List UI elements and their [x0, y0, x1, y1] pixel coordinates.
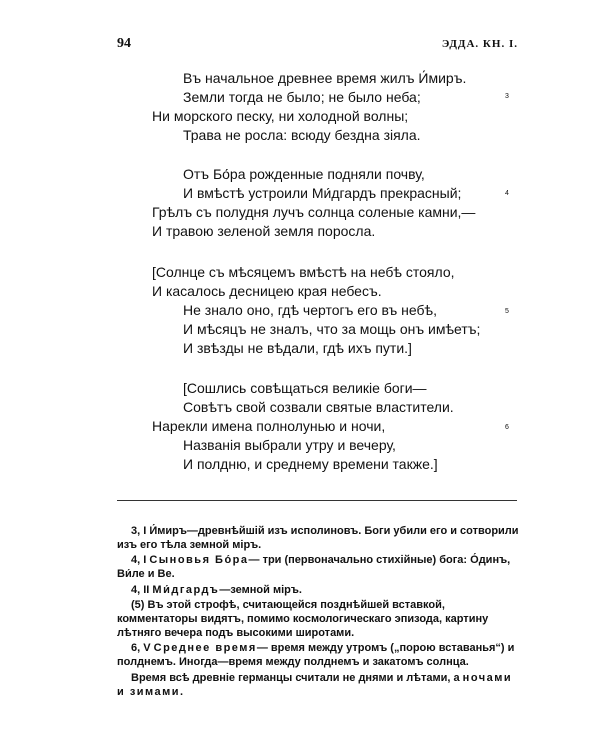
footnote: [117, 598, 522, 640]
footnote-divider: [117, 500, 517, 501]
verse-line: Названія выбрали утру и вечеру,: [183, 437, 396, 453]
stanza-number: 5: [505, 308, 509, 315]
footnote-text: Въ этой строфѣ, считающейся позднѣйшей вставкой, комментаторы видятъ, помимо космологическаго эпизода, картину лѣтняго вечера подъ высокими широтами.: [117, 599, 489, 639]
footnote: [117, 583, 522, 597]
stanza-number: 4: [505, 190, 509, 197]
footnote-term: Ми́дгардъ: [152, 584, 220, 596]
footnote-term: Сыновья Бо́ра: [149, 554, 249, 566]
footnote: [117, 671, 522, 699]
footnote-ref: 3, I: [131, 525, 150, 537]
footnote-ref: (5): [131, 599, 148, 611]
stanza-number: 3: [505, 93, 509, 100]
footnote-text: Время всѣ древніе германцы считали не днями и лѣтами, а: [131, 672, 463, 684]
footnote-text: —земной міръ.: [219, 584, 302, 596]
verse-line: [Сошлись совѣщаться великіе боги—: [183, 380, 427, 396]
footnote-ref: 6, V: [131, 642, 154, 654]
verse-line: Отъ Бо́ра рожденные подняли почву,: [183, 166, 425, 182]
page-number: 94: [117, 36, 131, 51]
verse-line: И звѣзды не вѣдали, гдѣ ихъ пути.]: [183, 340, 412, 356]
footnote: [117, 553, 522, 581]
footnote-ref: 4, II: [131, 584, 153, 596]
verse-line: Нарекли имена полнолунью и ночи,: [152, 418, 386, 434]
verse-line: И касалось десницею края небесъ.: [152, 283, 382, 299]
footnote-term: Среднее время: [153, 642, 257, 654]
stanza-number: 6: [505, 424, 509, 431]
verse-line: Трава не росла: всюду бездна зіяла.: [183, 127, 421, 143]
verse-line: Земли тогда не было; не было неба;: [183, 89, 421, 105]
footnote-text-spaced: ночами и зимами.: [117, 672, 513, 698]
footnote: [117, 641, 522, 669]
footnote-ref: 4, I: [131, 554, 150, 566]
footnote-text: —древнѣйшій изъ исполиновъ. Боги убили его и сотворили изъ его тѣла земной міръ.: [117, 525, 519, 551]
verse-line: [Солнце съ мѣсяцемъ вмѣстѣ на небѣ стояло,: [152, 264, 455, 280]
verse-line: И мѣсяцъ не зналъ, что за мощь онъ имѣетъ;: [183, 321, 481, 337]
verse-line: Въ начальное древнее время жилъ И́миръ.: [183, 70, 467, 86]
footnote-text: — три (первоначально стихійные) бога: О́динъ, Ви́ле и Ве.: [117, 554, 511, 580]
verse-line: Ни морского песку, ни холодной волны;: [152, 108, 409, 124]
running-head: ЭДДА. КН. I.: [441, 38, 518, 50]
verse-line: Совѣтъ свой созвали святые властители.: [183, 399, 454, 415]
footnote: [117, 524, 522, 552]
verse-line: И полдню, и среднему времени также.]: [183, 456, 438, 472]
footnote-text: — время между утромъ („порою вставанья“) и полднемъ. Иногда—время между полднемъ и закатомъ солнца.: [117, 642, 515, 668]
verse-line: И вмѣстѣ устроили Ми́дгардъ прекрасный;: [183, 185, 462, 201]
verse-line: Грѣлъ съ полудня лучъ солнца соленые камни,—: [152, 204, 476, 220]
verse-line: Не знало оно, гдѣ чертогъ его въ небѣ,: [183, 302, 437, 318]
verse-line: И травою зеленой земля поросла.: [152, 223, 376, 239]
footnote-term: И́миръ: [149, 525, 187, 537]
